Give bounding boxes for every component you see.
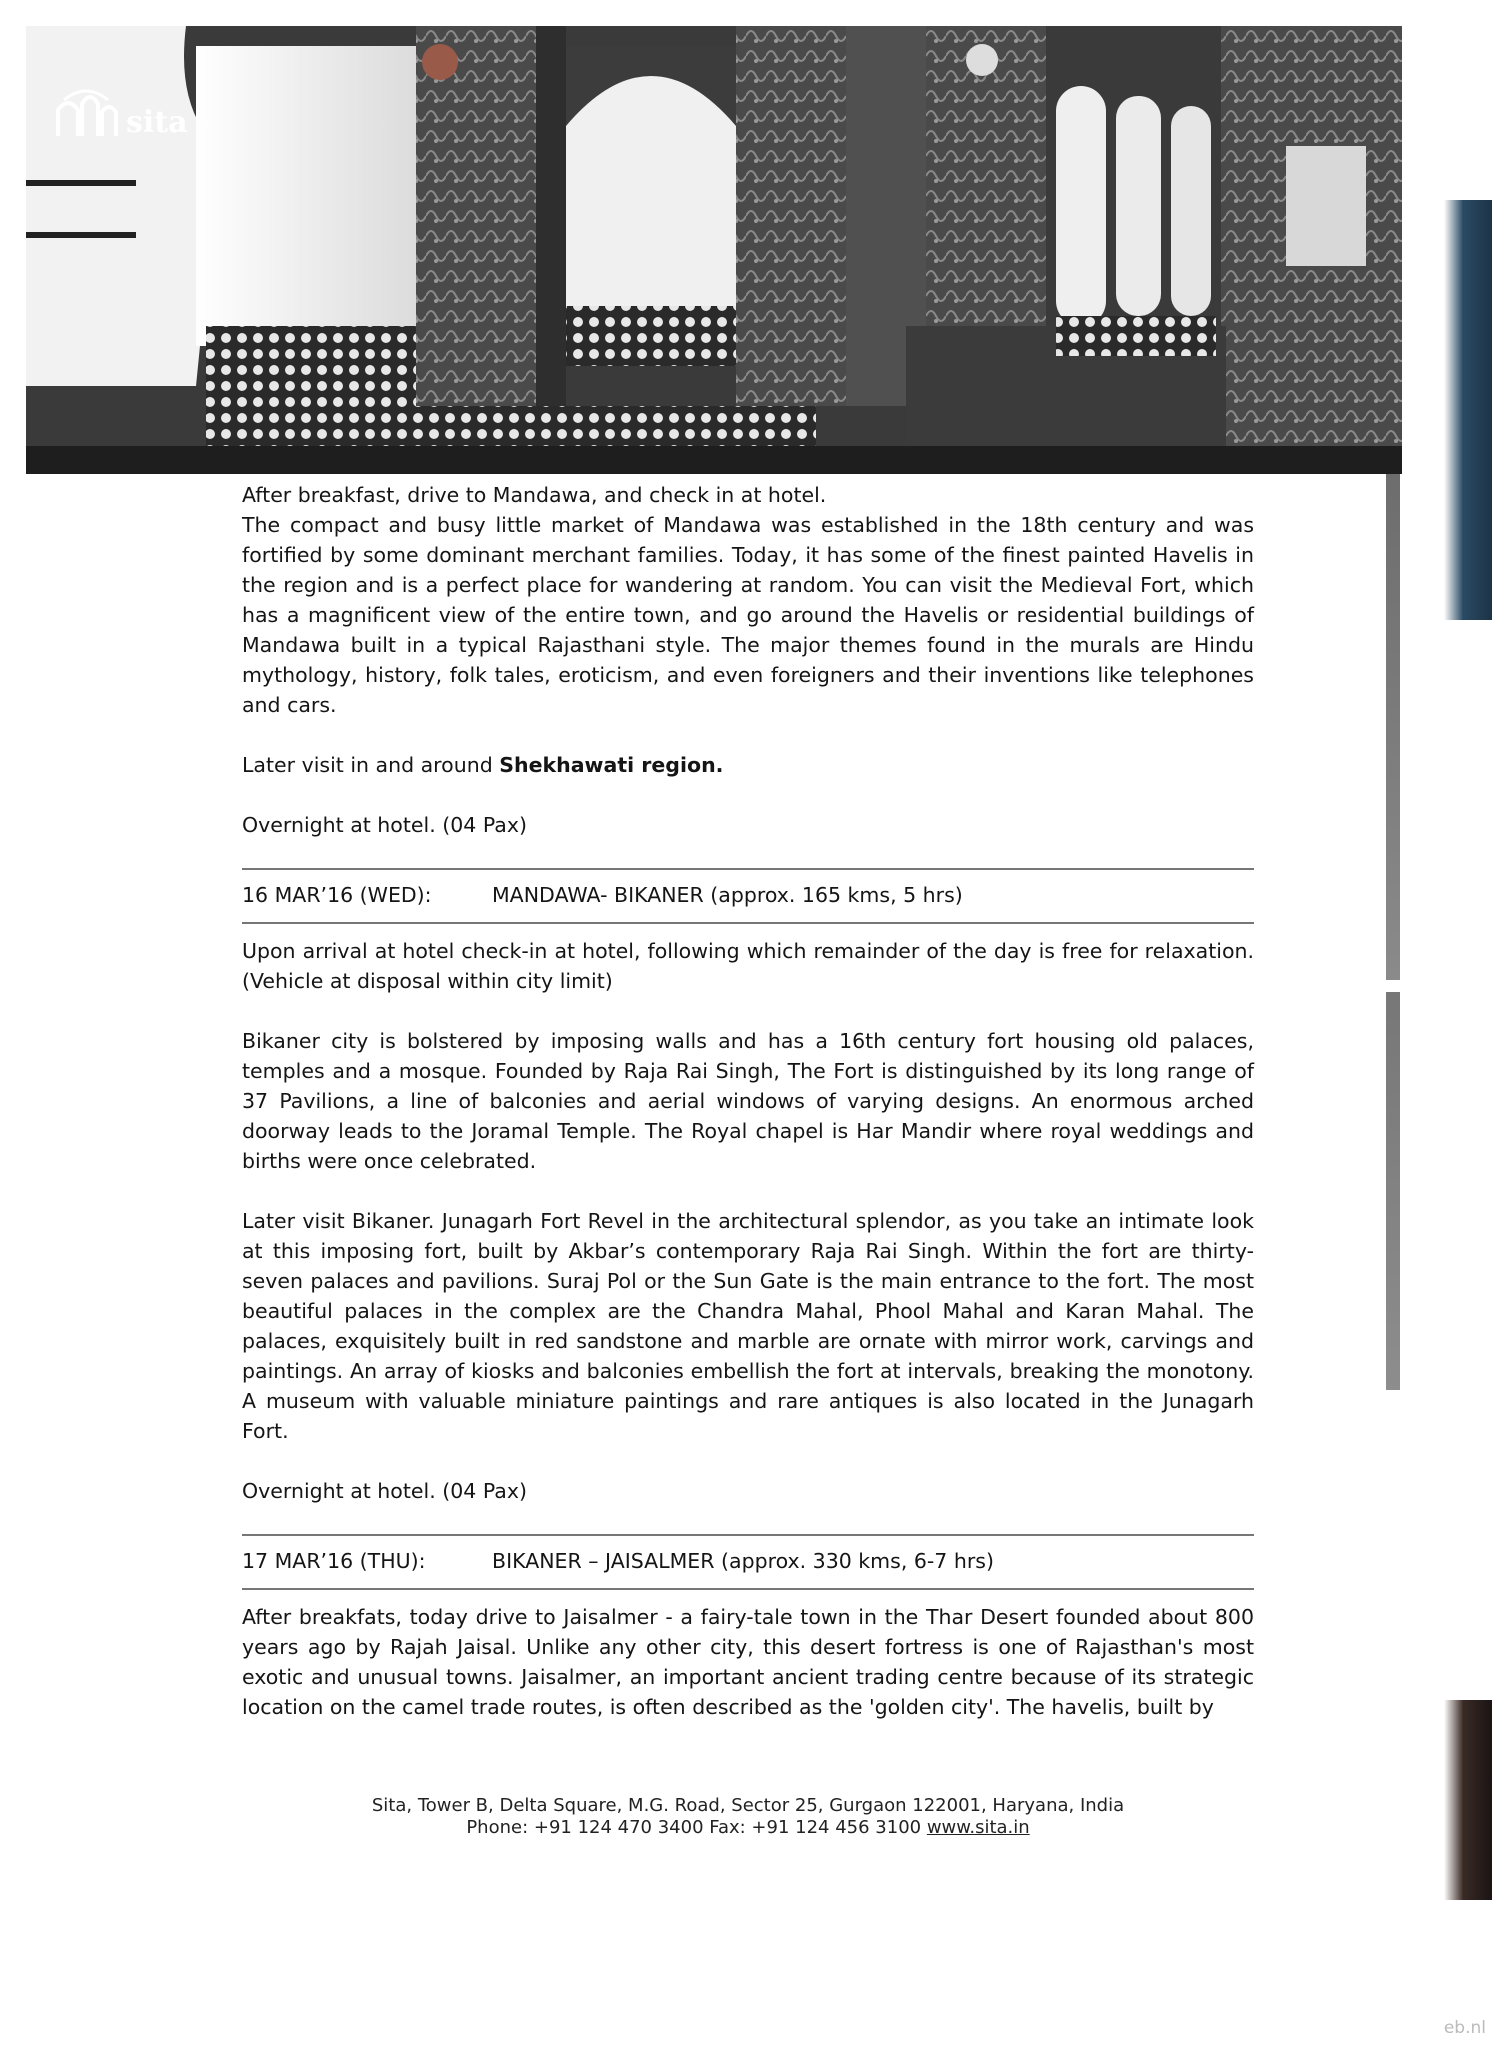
itinerary-content bbox=[242, 480, 1254, 1722]
overnight-note: Overnight at hotel. (04 Pax) bbox=[242, 813, 527, 837]
footer-contact bbox=[242, 1817, 1254, 1839]
day-route: MANDAWA- BIKANER (approx. 165 kms, 5 hrs) bbox=[492, 883, 963, 907]
sita-logo bbox=[54, 88, 188, 138]
mandawa-description: The compact and busy little market of Mandawa was established in the 18th century and was fortified by some dominant merchant families. Today, it has some of the finest painted Havelis in the region and is a perfect place for wandering at random. You can visit the Medieval Fort, which has a magnificent view of the entire town, and go around the Havelis or residential buildings of Mandawa built in a typical Rajasthani style. The major themes found in the murals are Hindu mythology, history, folk tales, eroticism, and even foreigners and their inventions like telephones and cars. bbox=[242, 513, 1254, 717]
overnight-note: Overnight at hotel. (04 Pax) bbox=[242, 1479, 527, 1503]
day-date: 16 MAR’16 (WED): bbox=[242, 883, 432, 907]
junagarh-fort-description: Later visit Bikaner. Junagarh Fort Revel in the architectural splendor, as you take an intimate look at this imposing fort, built by Akbar’s contemporary Raja Rai Singh. Within the fort are thirty-seven palaces and pavilions. Suraj Pol or the Sun Gate is the main entrance to the fort. The most beautiful palaces in the complex are the Chandra Mahal, Phool Mahal and Karan Mahal. The palaces, exquisitely built in red sandstone and marble are ornate with mirror work, carvings and paintings. An array of kiosks and balconies embellish the fort at intervals, breaking the monotony. A museum with valuable miniature paintings and rare antiques is also located in the Junagarh Fort. bbox=[242, 1209, 1254, 1443]
day-route: BIKANER – JAISALMER (approx. 330 kms, 6-7 hrs) bbox=[492, 1549, 994, 1573]
later-visit-line bbox=[242, 750, 1254, 780]
footer-phone: Phone: +91 124 470 3400 Fax: +91 124 456 3100 bbox=[466, 1817, 922, 1838]
day-header-16-mar bbox=[242, 868, 1254, 924]
logo-text: sita bbox=[126, 105, 188, 140]
scan-edge-shadow-top bbox=[1444, 200, 1492, 620]
shekhawati-region: Shekhawati region. bbox=[499, 753, 724, 777]
jaisalmer-description: After breakfats, today drive to Jaisalmer - a fairy-tale town in the Thar Desert founded about 800 years ago by Rajah Jaisal. Unlike any other city, this desert fortress is one of Rajasthan's most exotic and unusual towns. Jaisalmer, an important ancient trading centre because of its strategic location on the camel trade routes, is often described as the 'golden city'. The havelis, built by bbox=[242, 1605, 1254, 1719]
website-link[interactable]: www.sita.in bbox=[926, 1817, 1030, 1838]
header-photo-palace-interior bbox=[26, 26, 1402, 474]
arrival-paragraph: Upon arrival at hotel check-in at hotel, following which remainder of the day is free for relaxation. (Vehicle at disposal within city limit) bbox=[242, 939, 1254, 993]
bikaner-description: Bikaner city is bolstered by imposing walls and has a 16th century fort housing old palaces, temples and a mosque. Founded by Raja Rai Singh, The Fort is distinguished by its long range of 37 Pavilions, a line of balconies and aerial windows of varying designs. An enormous arched doorway leads to the Joramal Temple. The Royal chapel is Har Mandir where royal weddings and births were once celebrated. bbox=[242, 1029, 1254, 1173]
company-footer bbox=[242, 1795, 1254, 1839]
later-visit-prefix: Later visit in and around bbox=[242, 753, 500, 777]
day-date: 17 MAR’16 (THU): bbox=[242, 1549, 426, 1573]
scan-margin-bar bbox=[1386, 470, 1400, 980]
scan-margin-bar bbox=[1386, 992, 1400, 1390]
intro-paragraph: After breakfast, drive to Mandawa, and check in at hotel. bbox=[242, 483, 827, 507]
footer-address: Sita, Tower B, Delta Square, M.G. Road, Sector 25, Gurgaon 122001, Haryana, India bbox=[371, 1795, 1125, 1816]
day-header-17-mar bbox=[242, 1534, 1254, 1590]
scan-edge-shadow-bottom bbox=[1444, 1700, 1492, 1900]
sita-logo-mark-icon bbox=[54, 88, 118, 138]
watermark: eb.nl bbox=[1443, 2018, 1486, 2038]
